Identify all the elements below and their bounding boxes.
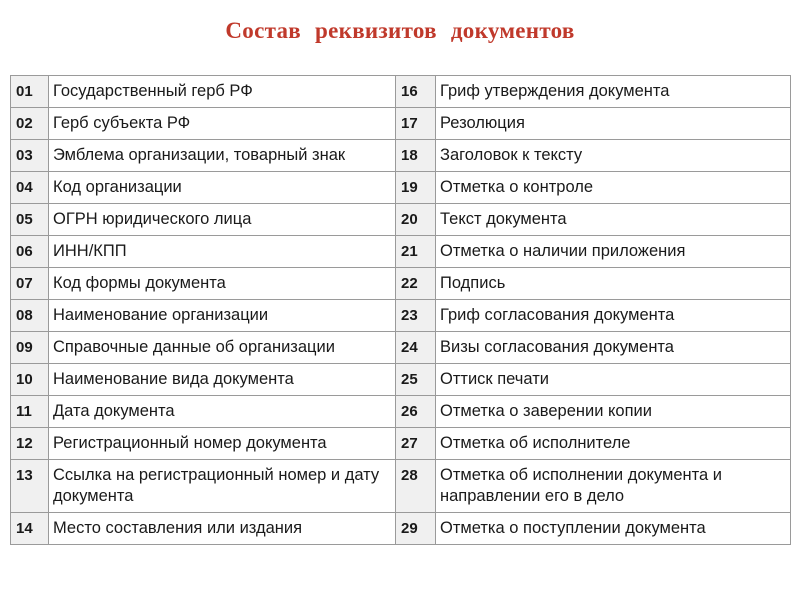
- requisites-table-body: [11, 76, 791, 545]
- requisite-number: 20: [396, 204, 436, 236]
- requisite-number: 04: [11, 172, 49, 204]
- requisite-number: 10: [11, 364, 49, 396]
- requisite-name: ОГРН юридического лица: [49, 204, 396, 236]
- requisite-name: Место составления или издания: [49, 513, 396, 545]
- table-row: [11, 332, 791, 364]
- requisite-name: Гриф утверждения документа: [436, 76, 791, 108]
- requisite-number: 01: [11, 76, 49, 108]
- requisite-name: Подпись: [436, 268, 791, 300]
- requisite-number: 13: [11, 460, 49, 513]
- requisite-number: 03: [11, 140, 49, 172]
- requisite-name: Регистрационный номер документа: [49, 428, 396, 460]
- requisite-number: 02: [11, 108, 49, 140]
- table-row: [11, 236, 791, 268]
- requisite-name: Отметка о контроле: [436, 172, 791, 204]
- requisites-table: [10, 75, 791, 545]
- table-row: [11, 364, 791, 396]
- requisite-number: 17: [396, 108, 436, 140]
- requisite-number: 21: [396, 236, 436, 268]
- requisite-number: 23: [396, 300, 436, 332]
- table-row: [11, 460, 791, 513]
- requisite-name: Наименование организации: [49, 300, 396, 332]
- requisite-number: 09: [11, 332, 49, 364]
- requisite-number: 06: [11, 236, 49, 268]
- requisite-number: 18: [396, 140, 436, 172]
- requisite-number: 27: [396, 428, 436, 460]
- requisite-number: 26: [396, 396, 436, 428]
- requisite-name: Справочные данные об организации: [49, 332, 396, 364]
- requisite-name: ИНН/КПП: [49, 236, 396, 268]
- requisite-name: Герб субъекта РФ: [49, 108, 396, 140]
- table-row: [11, 172, 791, 204]
- requisite-name: Текст документа: [436, 204, 791, 236]
- requisite-number: 08: [11, 300, 49, 332]
- requisite-number: 19: [396, 172, 436, 204]
- requisite-number: 14: [11, 513, 49, 545]
- requisite-number: 24: [396, 332, 436, 364]
- requisite-name: Ссылка на регистрационный номер и дату документа: [49, 460, 396, 513]
- requisite-number: 28: [396, 460, 436, 513]
- requisite-name: Отметка о наличии приложения: [436, 236, 791, 268]
- requisite-number: 05: [11, 204, 49, 236]
- table-row: [11, 396, 791, 428]
- page-title: Состав реквизитов документов: [225, 18, 575, 43]
- requisite-name: Заголовок к тексту: [436, 140, 791, 172]
- requisite-name: Государственный герб РФ: [49, 76, 396, 108]
- requisite-number: 16: [396, 76, 436, 108]
- requisite-name: Резолюция: [436, 108, 791, 140]
- requisite-name: Гриф согласования документа: [436, 300, 791, 332]
- requisite-name: Отметка о заверении копии: [436, 396, 791, 428]
- requisite-name: Отметка о поступлении документа: [436, 513, 791, 545]
- requisite-number: 11: [11, 396, 49, 428]
- requisite-name: Код организации: [49, 172, 396, 204]
- requisite-name: Эмблема организации, товарный знак: [49, 140, 396, 172]
- requisite-name: Дата документа: [49, 396, 396, 428]
- requisite-number: 29: [396, 513, 436, 545]
- requisite-name: Отметка об исполнителе: [436, 428, 791, 460]
- table-row: [11, 428, 791, 460]
- requisite-number: 12: [11, 428, 49, 460]
- table-row: [11, 76, 791, 108]
- table-row: [11, 204, 791, 236]
- table-row: [11, 268, 791, 300]
- table-row: [11, 108, 791, 140]
- requisite-name: Код формы документа: [49, 268, 396, 300]
- table-row: [11, 513, 791, 545]
- requisite-name: Визы согласования документа: [436, 332, 791, 364]
- requisite-number: 25: [396, 364, 436, 396]
- table-row: [11, 140, 791, 172]
- requisite-name: Наименование вида документа: [49, 364, 396, 396]
- requisite-name: Отметка об исполнении документа и направлении его в дело: [436, 460, 791, 513]
- requisite-name: Оттиск печати: [436, 364, 791, 396]
- requisite-number: 07: [11, 268, 49, 300]
- table-row: [11, 300, 791, 332]
- requisite-number: 22: [396, 268, 436, 300]
